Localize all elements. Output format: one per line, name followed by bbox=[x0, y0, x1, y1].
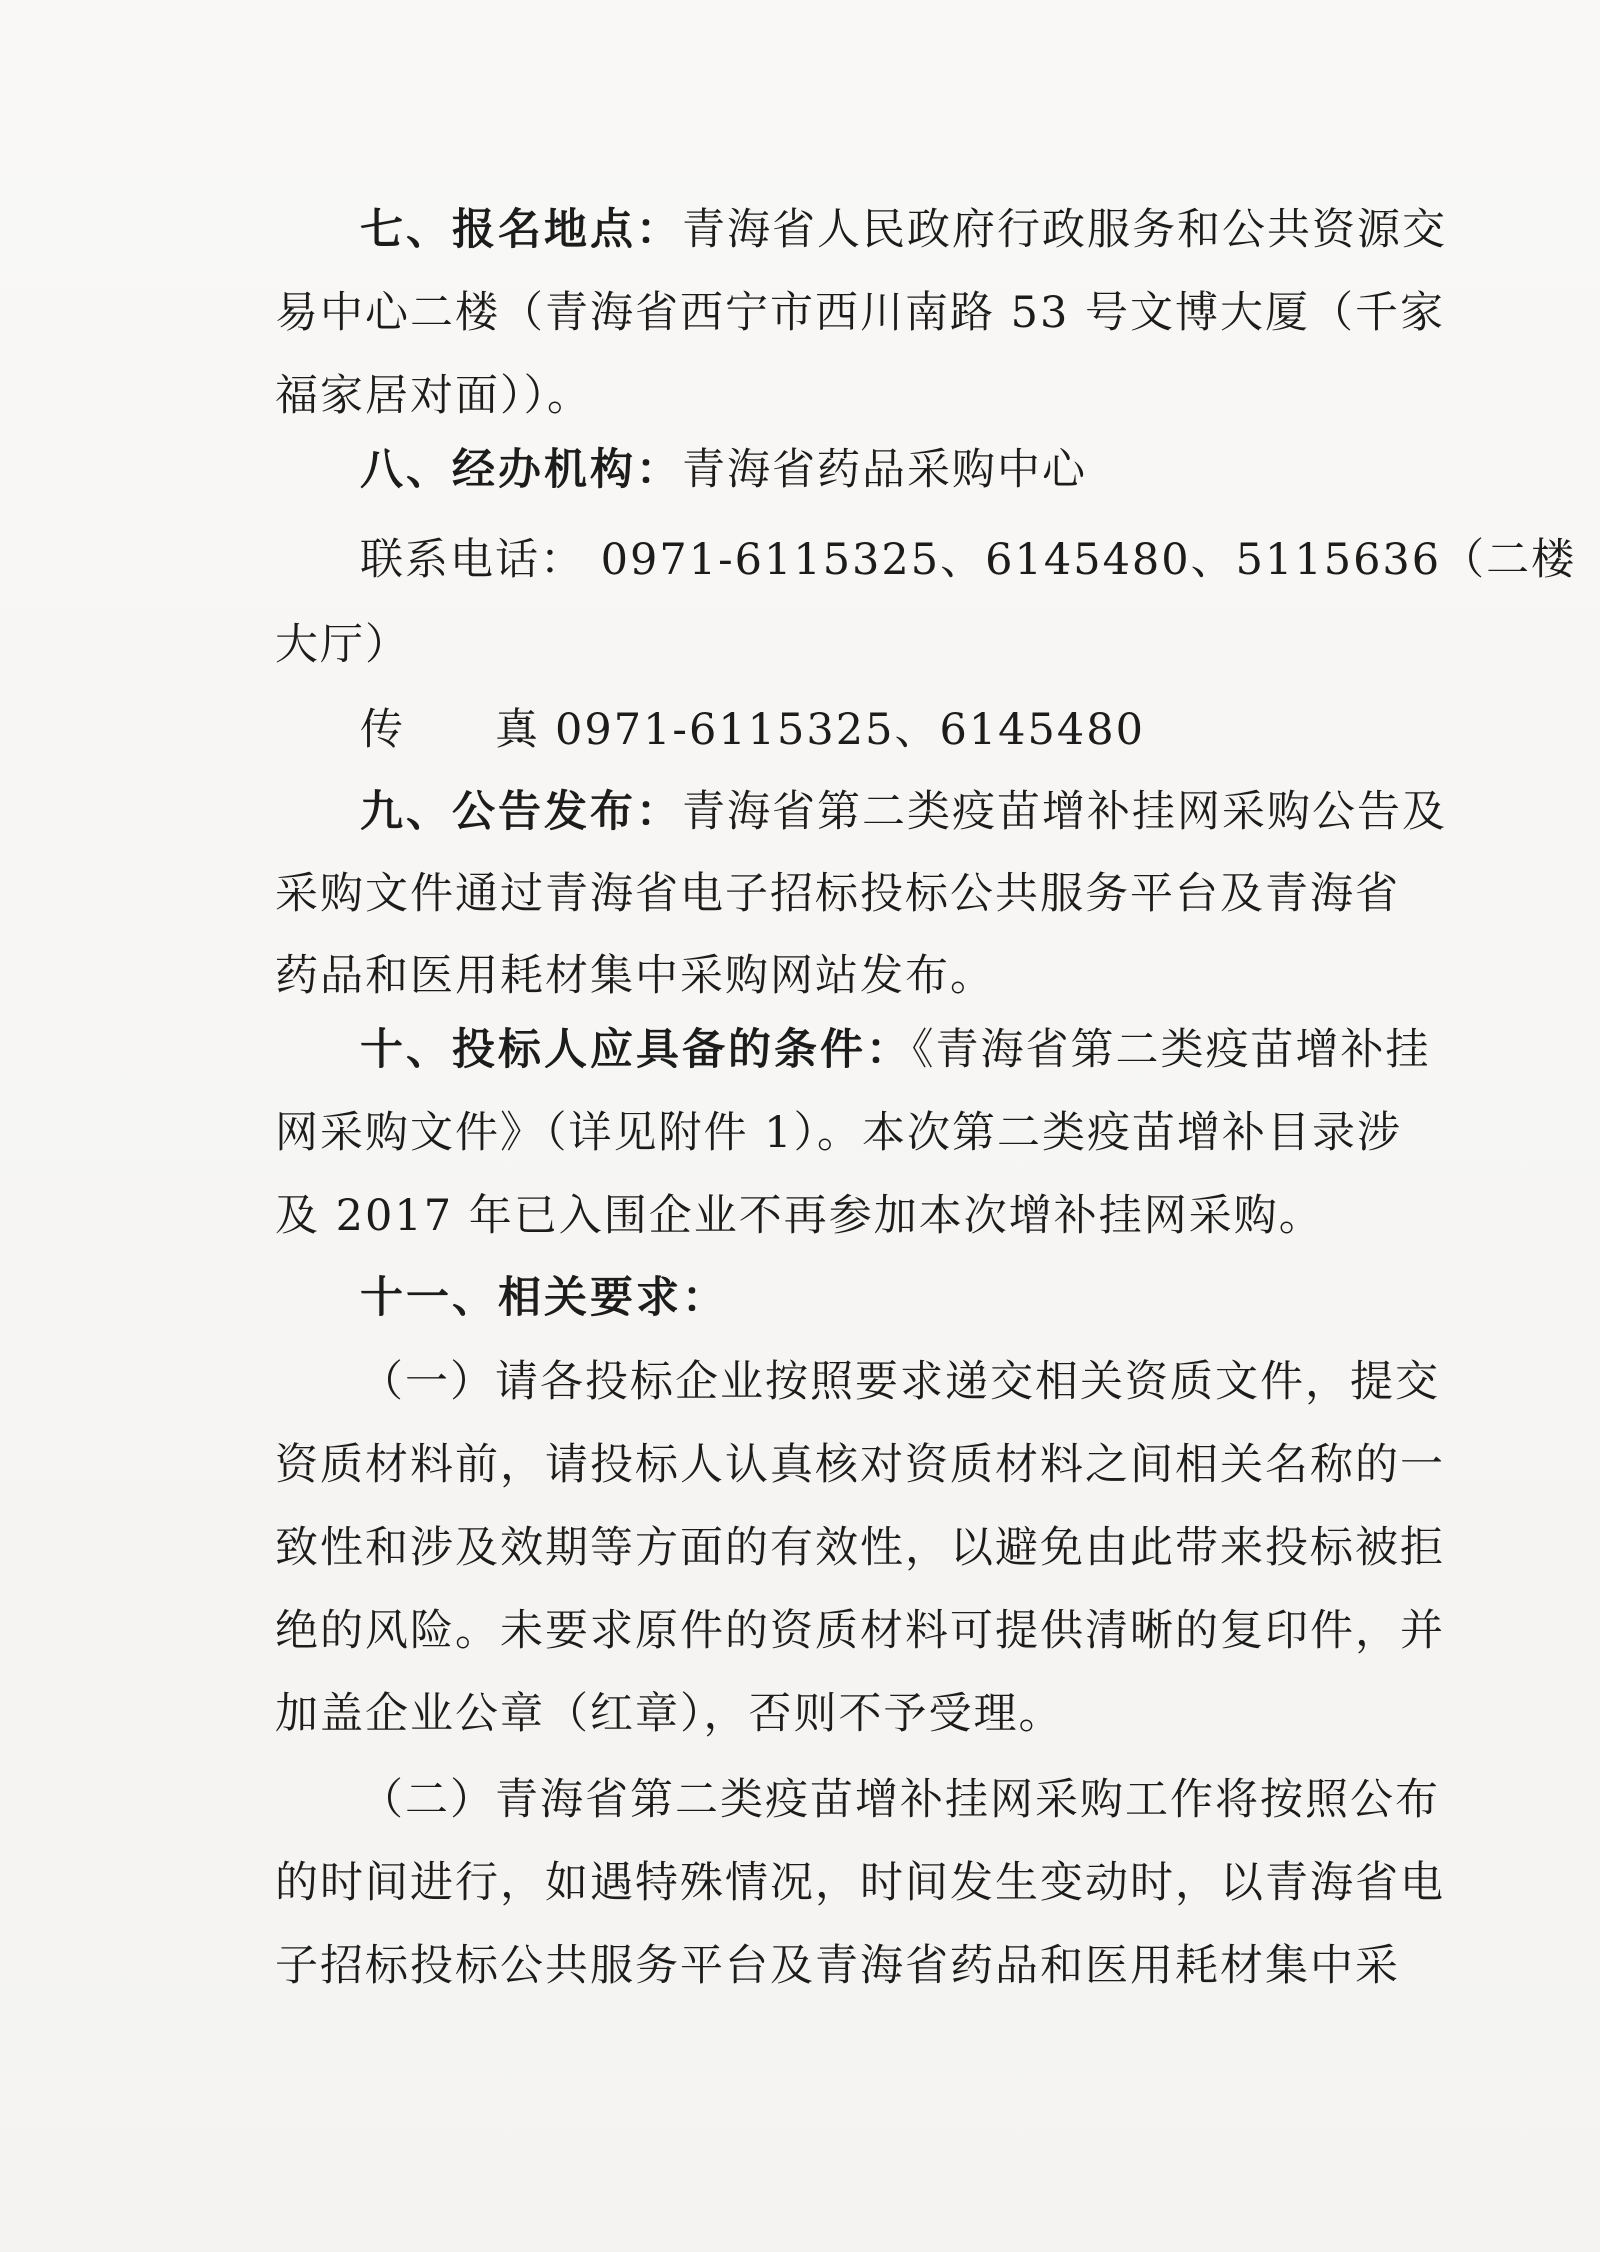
requirement-2-line-2: 的时间进行，如遇特殊情况，时间发生变动时，以青海省电 bbox=[275, 1858, 1445, 1908]
section-10-text: 《青海省第二类疫苗增补挂 bbox=[912, 1025, 1431, 1075]
requirement-1-line-4: 绝的风险。未要求原件的资质材料可提供清晰的复印件，并 bbox=[275, 1606, 1445, 1656]
section-11-heading: 十一、相关要求： bbox=[360, 1273, 728, 1323]
requirement-1-line-3: 致性和涉及效期等方面的有效性，以避免由此带来投标被拒 bbox=[275, 1523, 1445, 1573]
section-8-heading: 八、经办机构： bbox=[360, 445, 682, 495]
requirement-1-line-2: 资质材料前，请投标人认真核对资质材料之间相关名称的一 bbox=[275, 1440, 1445, 1490]
section-9-line-1 bbox=[360, 782, 1447, 842]
section-7-text: 青海省人民政府行政服务和公共资源交 bbox=[682, 205, 1447, 255]
contact-phone-value: 0971-6115325、6145480、5115636（二楼 bbox=[585, 535, 1577, 585]
fax-label: 传 真 bbox=[360, 705, 540, 755]
fax-line bbox=[360, 700, 1395, 760]
section-9-text: 青海省第二类疫苗增补挂网采购公告及 bbox=[682, 787, 1447, 837]
contact-phone-label: 联系电话： bbox=[360, 535, 585, 585]
section-7-line-2: 易中心二楼（青海省西宁市西川南路 53 号文博大厦（千家 bbox=[275, 288, 1446, 338]
section-8-text: 青海省药品采购中心 bbox=[682, 445, 1087, 495]
requirement-2-line-3: 子招标投标公共服务平台及青海省药品和医用耗材集中采 bbox=[275, 1941, 1400, 1991]
section-9-heading: 九、公告发布： bbox=[360, 787, 682, 837]
requirement-1-line-5: 加盖企业公章（红章），否则不予受理。 bbox=[275, 1689, 1064, 1739]
section-7-line-1 bbox=[360, 200, 1447, 260]
fax-value: ：0971-6115325、6145480 bbox=[510, 705, 1145, 755]
section-9-line-3: 药品和医用耗材集中采购网站发布。 bbox=[275, 951, 995, 1001]
section-9-line-2: 采购文件通过青海省电子招标投标公共服务平台及青海省 bbox=[275, 869, 1400, 919]
section-10-heading: 十、投标人应具备的条件： bbox=[360, 1025, 912, 1075]
requirement-1-line-1: （一）请各投标企业按照要求递交相关资质文件，提交 bbox=[360, 1357, 1440, 1407]
contact-phone-line bbox=[360, 530, 1577, 590]
requirement-2-line-1: （二）青海省第二类疫苗增补挂网采购工作将按照公布 bbox=[360, 1775, 1440, 1825]
section-7-heading: 七、报名地点： bbox=[360, 205, 682, 255]
section-10-line-2: 网采购文件》（详见附件 1）。本次第二类疫苗增补目录涉 bbox=[275, 1108, 1403, 1158]
section-10-line-1 bbox=[360, 1020, 1431, 1080]
section-8-line-1 bbox=[360, 440, 1395, 500]
section-7-line-3: 福家居对面））。 bbox=[275, 371, 592, 421]
contact-phone-continued: 大厅） bbox=[275, 620, 410, 670]
section-10-line-3: 及 2017 年已入围企业不再参加本次增补挂网采购。 bbox=[275, 1191, 1324, 1241]
